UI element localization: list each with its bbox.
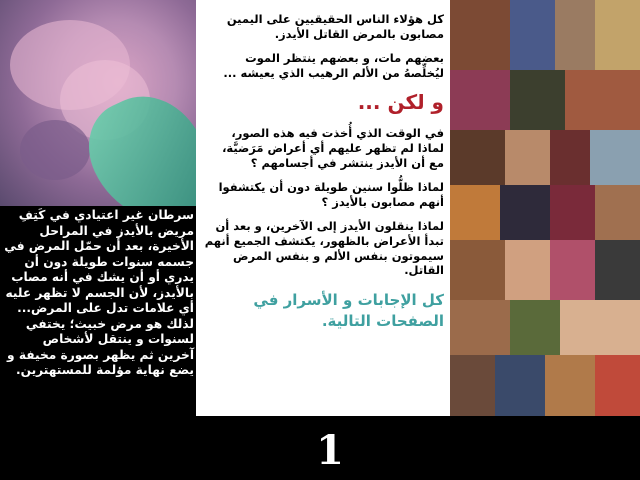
portrait-photo — [450, 240, 505, 300]
second-paragraph: بعضهم مات، و بعضهم ينتظر الموت ليُخلِّصهُ من الألم الرهيب الذي يعيشه ... — [223, 51, 444, 80]
portrait-photo — [450, 130, 505, 185]
portrait-photo — [450, 300, 510, 355]
portrait-photo — [495, 355, 545, 416]
portrait-photo — [510, 70, 565, 130]
question-paragraph-1: في الوقت الذي أُخذت فيه هذه الصور، لماذا لم تظهر عليهم أي أعراض مَرَضيَّة، مع أن الأيدز ينتشر في أجسامهم ؟ — [222, 126, 444, 170]
question-paragraph-3: لماذا ينقلون الأيدز إلى الآخرين، و بعد أن تبدأ الأعراض بالظهور، يكتشف الجميع أنهم سيموتون بنفس الألم و بنفس المرض القاتل. — [204, 219, 444, 278]
portrait-photo — [450, 355, 495, 416]
portrait-photo — [595, 185, 640, 240]
portrait-photo — [505, 240, 550, 300]
portrait-photo — [450, 185, 500, 240]
but-heading: و لكن ... — [357, 90, 444, 115]
portrait-photo — [550, 185, 595, 240]
portrait-photo — [550, 130, 590, 185]
portrait-photo — [505, 130, 550, 185]
portrait-photo — [450, 0, 510, 70]
main-text-panel — [196, 0, 450, 416]
portrait-photo — [450, 70, 510, 130]
answers-callout: كل الإجابات و الأسرار في الصفحات التالية. — [253, 290, 444, 330]
portrait-photo — [500, 185, 550, 240]
page-number: 1 — [316, 427, 344, 474]
photo-caption: سرطان غير اعتيادي في كَتِفِ مريض بالأيدز في المراحل الأخيرة، بعد أن حمّل المرض في جسمه سنوات طويلة دون أن يدري أو أن يشك في أنه مصاب بالأيدز، لأن الجسم لا تظهر عليه أي علامات تدل على المرض... لذلك هو مرض خبيث؛ يختفي لسنوات و ينتقل لأشخاص آخرين ثم يظهر بصورة مخيفة و يضع نهاية مؤلمة للمستهترين. — [4, 208, 194, 377]
portrait-mosaic — [450, 0, 640, 416]
portrait-photo — [510, 300, 560, 355]
intro-paragraph: كل هؤلاء الناس الحقيقيين على اليمين مصابون بالمرض القاتل الأيدز. — [226, 12, 444, 41]
portrait-photo — [510, 0, 555, 70]
portrait-photo — [595, 240, 640, 300]
portrait-photo — [550, 240, 595, 300]
portrait-photo — [590, 130, 640, 185]
portrait-photo — [555, 0, 595, 70]
shoulder-cancer-photo — [0, 0, 196, 206]
question-paragraph-2: لماذا ظلُّوا سنين طويلة دون أن يكتشفوا أنهم مصابون بالأيدز ؟ — [218, 180, 444, 209]
portrait-photo — [545, 355, 595, 416]
portrait-photo — [560, 300, 640, 355]
portrait-photo — [595, 0, 640, 70]
portrait-photo — [595, 355, 640, 416]
portrait-photo — [565, 70, 640, 130]
